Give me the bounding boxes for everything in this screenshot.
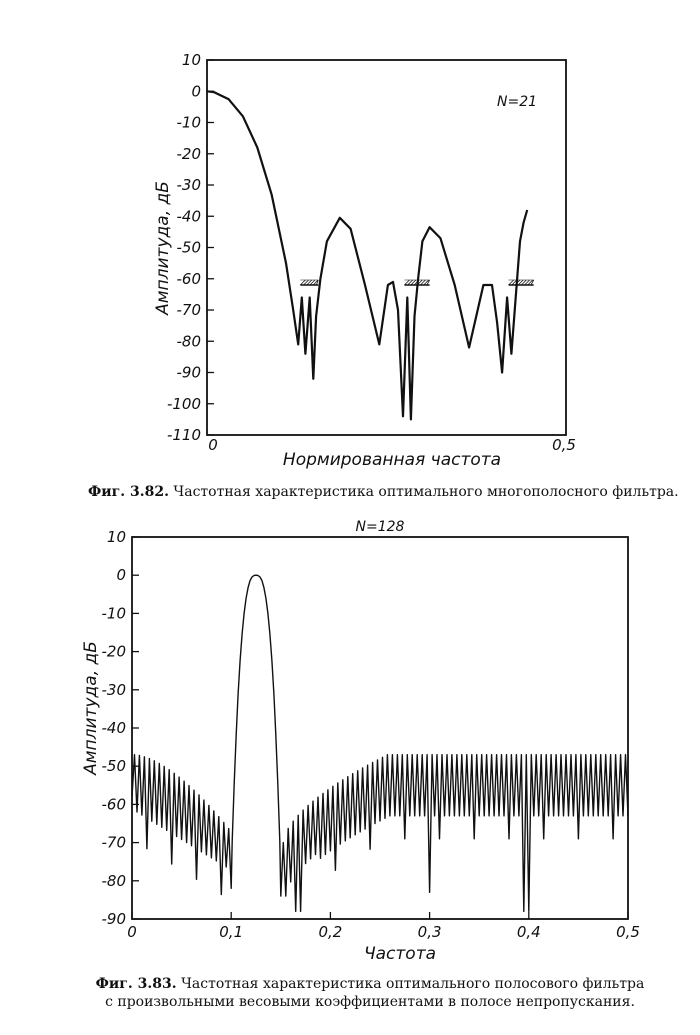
y-tick-label: -20 [176,144,201,163]
chart-title-n128: N=128 [355,519,405,535]
y-tick-label: -80 [176,332,201,351]
y-tick-label: -30 [101,680,126,699]
chart-fig-3-83 [81,519,640,964]
response-curve-2 [132,575,628,911]
x-tick-label: 0,1 [219,923,244,941]
x-tick-label: 0 [127,923,137,941]
x-tick-label: 0 [208,436,218,454]
plot-frame-2 [132,537,628,919]
x-tick-label: 0,4 [516,923,541,941]
annotation-n21: N=21 [497,94,538,110]
caption-text-2b: с произвольными весовыми коэффициентами в полосе непропускания. [105,994,635,1010]
y-tick-label: 0 [116,566,126,585]
y-axis-label-2: Амплитуда, дБ [81,641,101,775]
y-tick-label: -10 [176,113,201,132]
plot-frame-1 [207,60,566,435]
y-axis-label-1: Амплитуда, дБ [153,181,173,315]
y-tick-label: -10 [101,604,126,623]
caption-text-2a: Частотная характеристика оптимального полосового фильтра [181,976,645,992]
y-tick-label: -40 [176,207,201,226]
y-tick-label: 0 [191,82,201,101]
y-tick-label: -90 [176,363,201,382]
y-tick-label: 10 [181,51,201,69]
y-tick-label: -20 [101,642,126,661]
x-ticks-2 [127,912,640,941]
y-tick-label: -90 [101,910,126,928]
chart-fig-3-82 [153,51,576,470]
stopband-limit-mark [300,280,318,285]
y-tick-label: -30 [176,176,201,194]
y-tick-label: -40 [101,719,126,737]
y-ticks-2 [102,528,140,928]
x-tick-label: 0,5 [616,923,640,941]
caption-fig-3-82 [88,484,679,500]
x-axis-label-1: Нормированная частота [282,450,502,470]
x-tick-label: 0,2 [318,923,343,941]
caption-prefix-2: Фиг. 3.83. [95,976,177,992]
x-tick-label: 0,5 [552,436,576,454]
y-tick-label: -60 [101,795,126,814]
x-tick-label: 0,3 [417,923,442,941]
response-curve-1 [207,91,527,419]
y-tick-label: -70 [176,301,201,319]
y-tick-label: -80 [101,871,126,890]
y-tick-label: -50 [176,238,201,257]
y-tick-label: 10 [106,528,126,546]
caption-fig-3-83 [70,975,670,1011]
stopband-limit-mark [509,280,534,285]
caption-prefix-1: Фиг. 3.82. [88,484,169,500]
y-tick-label: -110 [166,426,201,444]
y-tick-label: -50 [101,757,126,776]
caption-line-1 [70,975,670,993]
y-tick-label: -100 [166,394,201,413]
y-tick-label: -70 [101,833,126,852]
caption-text-1: Частотная характеристика оптимального многополосного фильтра. [173,484,679,500]
x-axis-label-2: Частота [363,944,437,964]
y-tick-label: -60 [176,269,201,288]
